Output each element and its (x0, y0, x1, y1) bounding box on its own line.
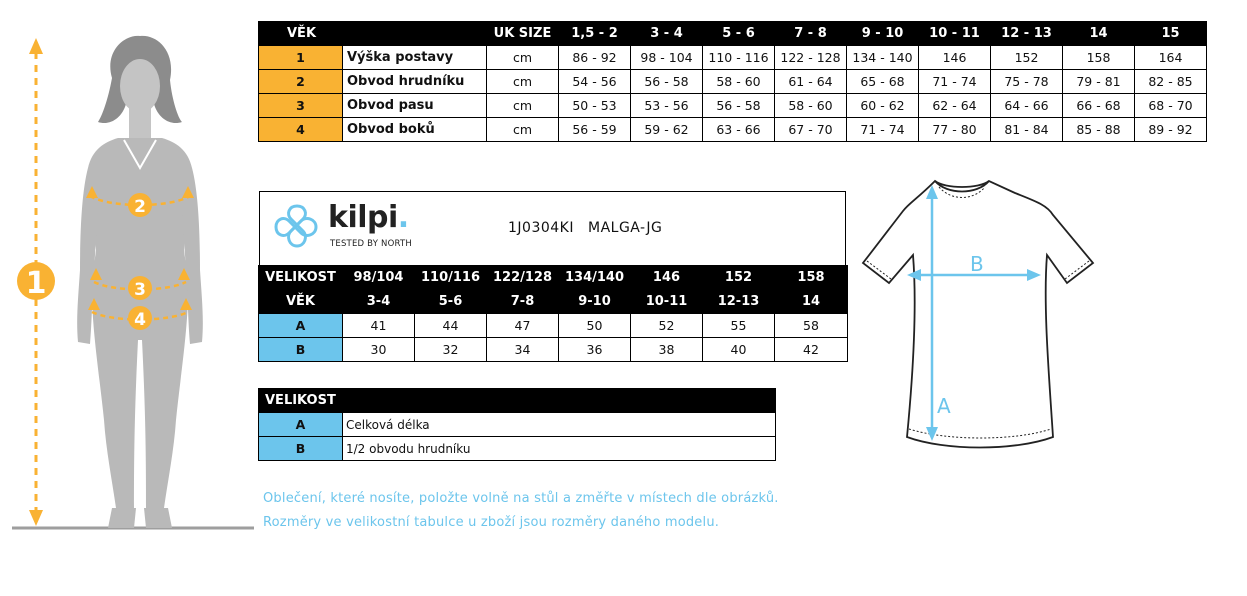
table-cell: 152 (991, 46, 1063, 70)
instruction-note-2: Rozměry ve velikostní tabulce u zboží jsou rozměry daného modelu. (263, 515, 720, 530)
table-cell: 34 (487, 338, 559, 362)
size-value: 146 (631, 266, 703, 290)
table-cell: 146 (919, 46, 991, 70)
row-label: B (259, 437, 343, 461)
brand-tagline: TESTED BY NORTH (330, 239, 412, 249)
row-unit: cm (487, 46, 559, 70)
table-cell: 50 - 53 (559, 94, 631, 118)
row-number: 2 (259, 70, 343, 94)
row-label: Obvod pasu (343, 94, 487, 118)
table-cell: 164 (1135, 46, 1207, 70)
table-cell: 40 (703, 338, 775, 362)
table-cell: 110 - 116 (703, 46, 775, 70)
kilpi-knot-logo-icon (270, 200, 324, 254)
table-row (259, 338, 848, 362)
table-cell: 75 - 78 (991, 70, 1063, 94)
row-label: Obvod boků (343, 118, 487, 142)
table-row (259, 70, 1207, 94)
header-age: VĚK (259, 22, 343, 46)
table-cell: 60 - 62 (847, 94, 919, 118)
body-measurement-figure-icon (0, 20, 258, 540)
table-cell: 77 - 80 (919, 118, 991, 142)
table-cell: 64 - 66 (991, 94, 1063, 118)
size-label: VELIKOST (259, 266, 343, 290)
row-number: 4 (259, 118, 343, 142)
table-row (259, 314, 848, 338)
table-cell: 42 (775, 338, 848, 362)
table-cell: 41 (343, 314, 415, 338)
table-cell: 82 - 85 (1135, 70, 1207, 94)
table-cell: 134 - 140 (847, 46, 919, 70)
row-number: 1 (259, 46, 343, 70)
age-value: 14 (775, 290, 848, 314)
marker-3: 3 (134, 280, 146, 300)
table-cell: 71 - 74 (919, 70, 991, 94)
row-label: Výška postavy (343, 46, 487, 70)
row-description: Celková délka (343, 413, 776, 437)
age-label: VĚK (259, 290, 343, 314)
row-label: B (259, 338, 343, 362)
table-cell: 54 - 56 (559, 70, 631, 94)
age-value: 10-11 (631, 290, 703, 314)
header-size: 12 - 13 (991, 22, 1063, 46)
tshirt-outline-icon (855, 175, 1100, 460)
table-cell: 47 (487, 314, 559, 338)
table-cell: 158 (1063, 46, 1135, 70)
table-cell: 68 - 70 (1135, 94, 1207, 118)
table-cell: 71 - 74 (847, 118, 919, 142)
table-cell: 122 - 128 (775, 46, 847, 70)
header-size: 10 - 11 (919, 22, 991, 46)
table-cell: 50 (559, 314, 631, 338)
table-cell: 59 - 62 (631, 118, 703, 142)
row-unit: cm (487, 118, 559, 142)
table-cell: 30 (343, 338, 415, 362)
table-cell: 56 - 59 (559, 118, 631, 142)
table-cell: 65 - 68 (847, 70, 919, 94)
size-value: 134/140 (559, 266, 631, 290)
table-cell: 53 - 56 (631, 94, 703, 118)
brand-name: kilpi. (328, 200, 409, 235)
table-cell: 44 (415, 314, 487, 338)
table-cell: 89 - 92 (1135, 118, 1207, 142)
marker-4: 4 (134, 310, 146, 330)
table-row (259, 437, 776, 461)
row-unit: cm (487, 70, 559, 94)
header-size: 3 - 4 (631, 22, 703, 46)
table-cell: 36 (559, 338, 631, 362)
row-label: A (259, 413, 343, 437)
marker-1: 1 (25, 266, 47, 301)
table-row (259, 118, 1207, 142)
row-description: 1/2 obvodu hrudníku (343, 437, 776, 461)
measurement-definition-table (258, 388, 776, 461)
row-unit: cm (487, 94, 559, 118)
header-uk-size: UK SIZE (487, 22, 559, 46)
size-value: 152 (703, 266, 775, 290)
definition-header: VELIKOST (259, 389, 776, 413)
size-value: 158 (775, 266, 848, 290)
age-value: 9-10 (559, 290, 631, 314)
table-row (259, 46, 1207, 70)
age-value: 3-4 (343, 290, 415, 314)
size-row (259, 266, 848, 290)
definition-header-row (259, 389, 776, 413)
row-number: 3 (259, 94, 343, 118)
model-code: 1J0304KI (508, 220, 574, 236)
table-cell: 61 - 64 (775, 70, 847, 94)
row-label: Obvod hrudníku (343, 70, 487, 94)
table-cell: 86 - 92 (559, 46, 631, 70)
marker-2: 2 (134, 197, 146, 217)
table-cell: 67 - 70 (775, 118, 847, 142)
table-cell: 38 (631, 338, 703, 362)
table-cell: 66 - 68 (1063, 94, 1135, 118)
model-info (508, 220, 676, 236)
size-value: 122/128 (487, 266, 559, 290)
table-cell: 85 - 88 (1063, 118, 1135, 142)
header-size: 1,5 - 2 (559, 22, 631, 46)
table-cell: 56 - 58 (631, 70, 703, 94)
instruction-note-1: Oblečení, které nosíte, položte volně na stůl a změřte v místech dle obrázků. (263, 491, 779, 506)
table-row (259, 413, 776, 437)
header-size: 5 - 6 (703, 22, 775, 46)
table-cell: 58 - 60 (775, 94, 847, 118)
header-size: 7 - 8 (775, 22, 847, 46)
row-label: A (259, 314, 343, 338)
table-cell: 63 - 66 (703, 118, 775, 142)
table-cell: 98 - 104 (631, 46, 703, 70)
product-size-table (258, 265, 848, 362)
table-cell: 56 - 58 (703, 94, 775, 118)
size-value: 110/116 (415, 266, 487, 290)
age-row (259, 290, 848, 314)
tshirt-label-b: B (970, 252, 984, 276)
table-cell: 32 (415, 338, 487, 362)
body-size-table (258, 21, 1207, 142)
age-value: 5-6 (415, 290, 487, 314)
tshirt-label-a: A (937, 394, 951, 418)
table-cell: 52 (631, 314, 703, 338)
table-cell: 55 (703, 314, 775, 338)
table-cell: 79 - 81 (1063, 70, 1135, 94)
table-header-row (259, 22, 1207, 46)
header-size: 9 - 10 (847, 22, 919, 46)
table-cell: 58 (775, 314, 848, 338)
header-spacer (343, 22, 487, 46)
table-row (259, 94, 1207, 118)
model-name: MALGA-JG (587, 220, 663, 236)
size-value: 98/104 (343, 266, 415, 290)
header-size: 15 (1135, 22, 1207, 46)
age-value: 7-8 (487, 290, 559, 314)
age-value: 12-13 (703, 290, 775, 314)
table-cell: 62 - 64 (919, 94, 991, 118)
table-cell: 58 - 60 (703, 70, 775, 94)
header-size: 14 (1063, 22, 1135, 46)
table-cell: 81 - 84 (991, 118, 1063, 142)
